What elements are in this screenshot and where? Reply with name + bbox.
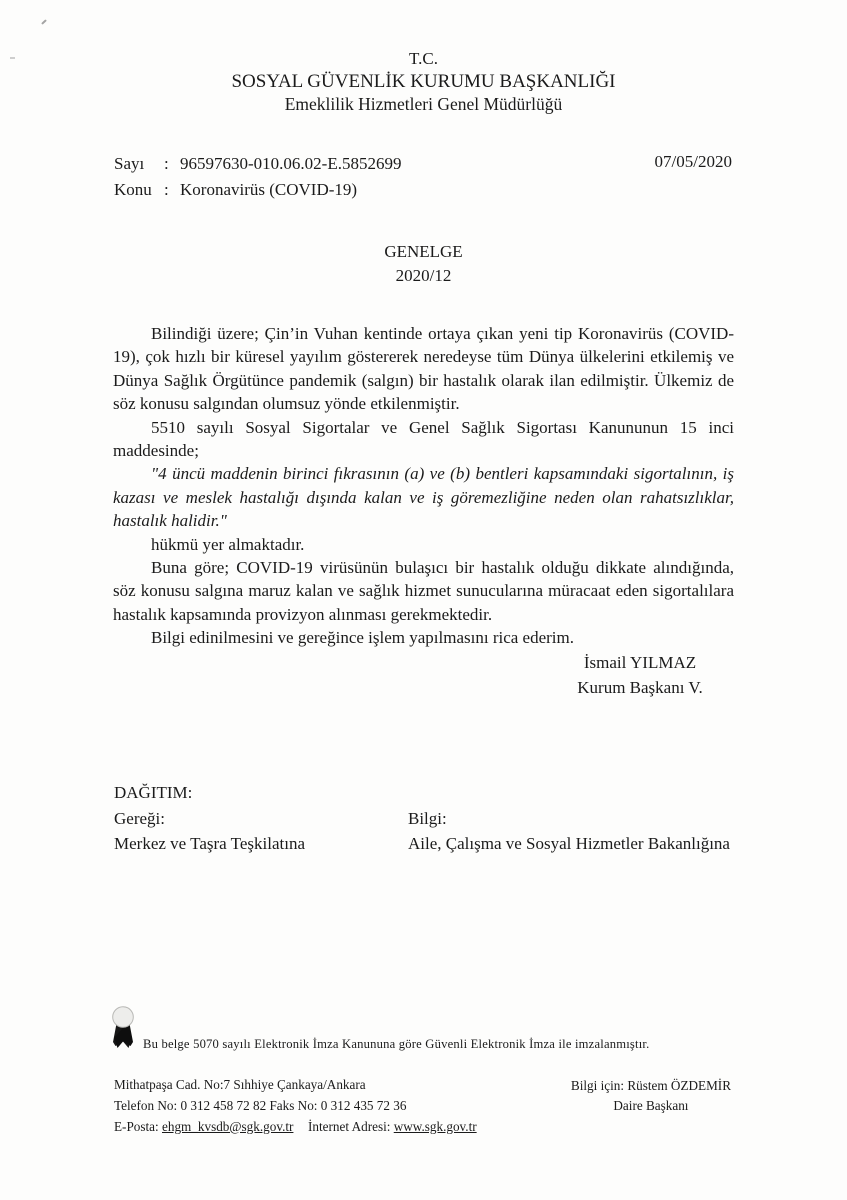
footer-email-label: E-Posta:	[114, 1118, 159, 1134]
geregi-label: Gereği:	[114, 808, 165, 828]
distribution-block	[114, 780, 735, 857]
konu-colon: :	[164, 180, 169, 199]
signer-name: İsmail YILMAZ	[583, 653, 697, 672]
konu-value: Koronavirüs (COVID-19)	[180, 180, 358, 199]
footer-phone-fax: Telefon No: 0 312 458 72 82 Faks No: 0 312 435 72 36	[114, 1097, 407, 1113]
footer-web-link[interactable]: www.sgk.gov.tr	[393, 1118, 477, 1134]
konu-label: Konu	[114, 180, 152, 199]
paragraph-intro: Bilindiği üzere; Çin’in Vuhan kentinde ortaya çıkan yeni tip Koronavirüs (COVID-19), çok hızlı bir küresel yayılım göstererek neredeyse tüm Dünya ülkelerini etkilemiş ve Dünya Sağlık Örgütünce pandemik (salgın) bir hastalık olarak ilan edilmiştir. Ülkemiz de söz konusu salgından olumsuz yönde etkilenmiştir.	[113, 324, 734, 414]
subject-row	[114, 177, 401, 203]
footer	[114, 1075, 733, 1137]
reference-number-row	[114, 151, 401, 177]
sayi-colon: :	[164, 154, 169, 173]
sayi-label: Sayı	[114, 154, 145, 173]
footer-contact-line	[571, 1076, 731, 1096]
title-genelge: GENELGE	[384, 242, 463, 261]
bilgi-value: Aile, Çalışma ve Sosyal Hizmetler Bakanlığına	[408, 834, 730, 853]
reference-block	[114, 151, 401, 203]
footer-online-line	[114, 1117, 733, 1138]
ribbon-seal-icon	[109, 1006, 137, 1049]
distribution-heading: DAĞITIM:	[114, 783, 193, 802]
body-text	[113, 322, 734, 650]
distribution-labels-row	[114, 806, 735, 832]
footer-contact-title: Daire Başkanı	[613, 1097, 689, 1113]
footer-contact-label: Bilgi için:	[570, 1078, 625, 1093]
footer-web-label: İnternet Adresi:	[308, 1118, 391, 1134]
esignature-note: Bu belge 5070 sayılı Elektronik İmza Kanununa göre Güvenli Elektronik İmza ile imzalanmıştır.	[143, 1037, 650, 1051]
title-number: 2020/12	[395, 265, 452, 285]
bilgi-label: Bilgi:	[408, 808, 447, 828]
paragraph-provision: hükmü yer almaktadır.	[151, 534, 305, 554]
geregi-value: Merkez ve Taşra Teşkilatına	[114, 834, 306, 853]
footer-contact-name: Rüstem ÖZDEMİR	[627, 1078, 731, 1093]
sayi-value: 96597630-010.06.02-E.5852699	[180, 154, 402, 173]
letterhead-department: Emeklilik Hizmetleri Genel Müdürlüğü	[284, 94, 563, 114]
footer-contact-right	[571, 1076, 731, 1115]
scan-speck	[41, 19, 47, 25]
footer-email-link[interactable]: ehgm_kvsdb@sgk.gov.tr	[162, 1118, 294, 1134]
signature-block	[535, 651, 745, 700]
letterhead	[0, 47, 847, 116]
letterhead-institution: SOSYAL GÜVENLİK KURUMU BAŞKANLIĞI	[231, 71, 616, 92]
footer-address: Mithatpaşa Cad. No:7 Sıhhiye Çankaya/Ankara	[114, 1077, 366, 1092]
paragraph-law: 5510 sayılı Sosyal Sigortalar ve Genel Sağlık Sigortası Kanununun 15 inci maddesinde;	[113, 417, 734, 461]
esignature-block	[109, 1006, 769, 1062]
signer-title: Kurum Başkanı V.	[577, 677, 703, 697]
paragraph-conclusion: Buna göre; COVID-19 virüsünün bulaşıcı bir hastalık olduğu dikkate alındığında, söz konusu salgına maruz kalan ve sağlık hizmet sunucularına müracaat eden sigortalılara hastalık kapsamında provizyon alınması gerekmektedir.	[113, 558, 734, 624]
letterhead-republic: T.C.	[409, 49, 438, 68]
document-date: 07/05/2020	[654, 152, 732, 171]
distribution-values-row	[114, 831, 735, 857]
document-title	[0, 240, 847, 287]
paragraph-quote: "4 üncü maddenin birinci fıkrasının (a) ve (b) bentleri kapsamındaki sigortalının, iş kazası ve meslek hastalığı dışında kalan ve iş göremezliğine neden olan rahatsızlıklar, hastalık halidir."	[113, 464, 734, 531]
paragraph-closing: Bilgi edinilmesini ve gereğince işlem yapılmasını rica ederim.	[151, 628, 574, 648]
